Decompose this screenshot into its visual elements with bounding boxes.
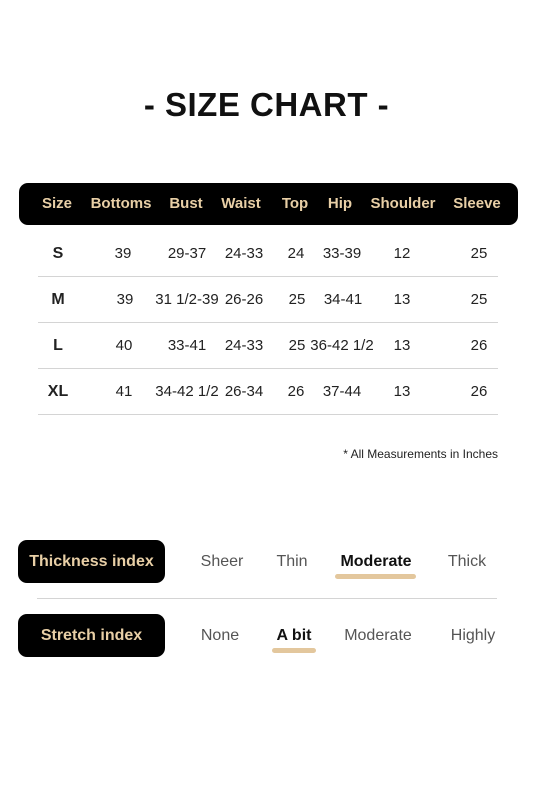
cell-size: L <box>53 337 63 354</box>
cell-top: 26 <box>287 383 305 400</box>
cell-bust: 31 1/2-39 <box>155 291 219 308</box>
cell-shoulder: 13 <box>393 383 411 400</box>
cell-bottoms: 41 <box>115 383 133 400</box>
row-divider <box>38 414 498 415</box>
cell-hip: 37-44 <box>322 383 362 400</box>
section-divider <box>37 598 497 599</box>
cell-hip: 36-42 1/2 <box>310 337 374 354</box>
cell-waist: 24-33 <box>224 337 264 354</box>
thickness-option-sheer: Sheer <box>200 553 244 570</box>
cell-top: 25 <box>288 337 306 354</box>
stretch-option-none: None <box>200 627 240 644</box>
thickness-index-label: Thickness index <box>18 540 165 583</box>
header-top: Top <box>281 195 309 212</box>
stretch-selected-underline <box>272 648 316 653</box>
header-bust: Bust <box>169 195 203 212</box>
stretch-option-a-bit: A bit <box>276 627 312 644</box>
header-sleeve: Sleeve <box>453 195 501 212</box>
cell-size: XL <box>47 383 69 400</box>
thickness-option-thick: Thick <box>447 553 487 570</box>
page-title: - SIZE CHART - <box>143 86 390 123</box>
table-row <box>38 323 498 369</box>
cell-top: 24 <box>287 245 305 262</box>
cell-shoulder: 13 <box>393 337 411 354</box>
cell-shoulder: 13 <box>393 291 411 308</box>
header-bottoms: Bottoms <box>90 195 152 212</box>
cell-sleeve: 25 <box>470 291 488 308</box>
thickness-selected-underline <box>335 574 416 579</box>
measurement-note: * All Measurements in Inches <box>343 447 498 461</box>
cell-waist: 26-26 <box>224 291 264 308</box>
cell-sleeve: 26 <box>470 337 488 354</box>
cell-bust: 33-41 <box>167 337 207 354</box>
cell-size: M <box>51 291 65 308</box>
header-waist: Waist <box>221 195 261 212</box>
cell-bust: 34-42 1/2 <box>155 383 219 400</box>
table-row <box>38 231 498 277</box>
header-shoulder: Shoulder <box>370 195 436 212</box>
cell-sleeve: 26 <box>470 383 488 400</box>
header-hip: Hip <box>327 195 353 212</box>
cell-sleeve: 25 <box>470 245 488 262</box>
cell-waist: 26-34 <box>224 383 264 400</box>
cell-hip: 34-41 <box>323 291 363 308</box>
cell-size: S <box>52 245 64 262</box>
cell-bottoms: 39 <box>114 245 132 262</box>
cell-bust: 29-37 <box>167 245 207 262</box>
cell-waist: 24-33 <box>224 245 264 262</box>
thickness-option-thin: Thin <box>276 553 308 570</box>
header-size: Size <box>41 195 73 212</box>
cell-shoulder: 12 <box>393 245 411 262</box>
cell-hip: 33-39 <box>322 245 362 262</box>
table-row <box>38 369 498 415</box>
cell-bottoms: 40 <box>115 337 133 354</box>
stretch-option-highly: Highly <box>450 627 496 644</box>
cell-top: 25 <box>288 291 306 308</box>
table-row <box>38 277 498 323</box>
size-table-header <box>19 183 518 225</box>
stretch-option-moderate: Moderate <box>344 627 412 644</box>
cell-bottoms: 39 <box>116 291 134 308</box>
thickness-option-moderate: Moderate <box>340 553 412 570</box>
stretch-index-label: Stretch index <box>18 614 165 657</box>
